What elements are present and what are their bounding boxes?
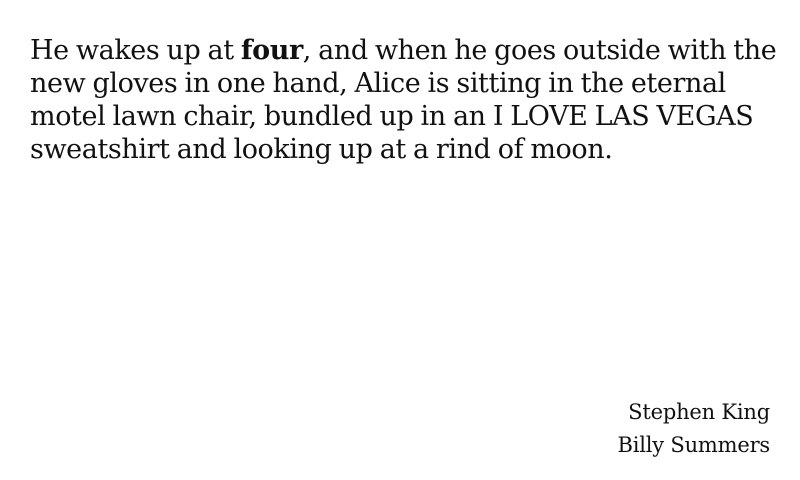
attribution [617,396,770,462]
book-title: Billy Summers [617,433,770,457]
quote-highlight-time: four [240,35,303,66]
quote-text [30,34,778,166]
quote-text-start: He wakes up at [30,35,241,66]
quote-text-rest: , and when he goes outside with the new gloves in one hand, Alice is sitting in the eternal motel lawn chair, bundled up in an I LOVE LAS VEGAS sweatshirt and looking up at a rind of moon. [30,35,777,165]
author-name: Stephen King [628,400,770,424]
